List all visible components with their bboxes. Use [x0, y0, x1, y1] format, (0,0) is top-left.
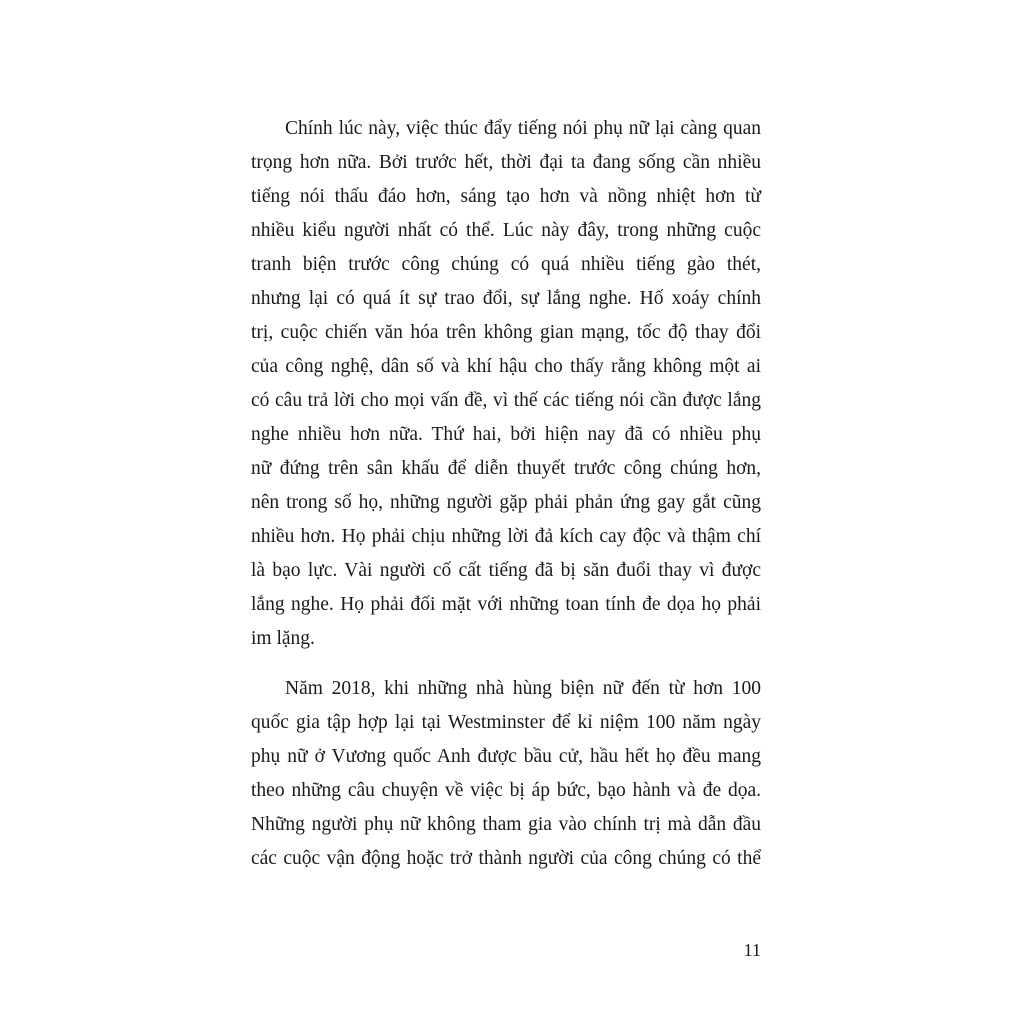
paragraph-2-line-3: phụ nữ ở Vương quốc Anh được bầu cử, hầu hết họ đều mang: [251, 746, 761, 767]
paragraph-1-line-8: của công nghệ, dân số và khí hậu cho thấy rằng không một ai: [251, 356, 761, 377]
paragraph-2-line-4: theo những câu chuyện về việc bị áp bức, bạo hành và đe dọa.: [251, 780, 761, 801]
page-number: 11: [743, 940, 761, 960]
paragraph-1-line-13: nhiều hơn. Họ phải chịu những lời đả kích cay độc và thậm chí: [251, 526, 761, 547]
paragraph-2-line-1: Năm 2018, khi những nhà hùng biện nữ đến từ hơn 100: [285, 678, 761, 699]
paragraph-1-line-9: có câu trả lời cho mọi vấn đề, vì thế các tiếng nói cần được lắng: [251, 390, 761, 411]
paragraph-1-line-1: Chính lúc này, việc thúc đẩy tiếng nói phụ nữ lại càng quan: [285, 118, 761, 139]
paragraph-1-line-6: nhưng lại có quá ít sự trao đổi, sự lắng nghe. Hố xoáy chính: [251, 288, 761, 309]
paragraph-1-line-16: im lặng.: [251, 628, 315, 649]
paragraph-1-line-7: trị, cuộc chiến văn hóa trên không gian mạng, tốc độ thay đổi: [251, 322, 761, 343]
paragraph-1-line-14: là bạo lực. Vài người cố cất tiếng đã bị săn đuổi thay vì được: [251, 560, 761, 581]
paragraph-1-line-11: nữ đứng trên sân khấu để diễn thuyết trước công chúng hơn,: [251, 458, 761, 479]
paragraph-1-line-12: nên trong số họ, những người gặp phải phản ứng gay gắt cũng: [251, 492, 761, 513]
paragraph-1-line-10: nghe nhiều hơn nữa. Thứ hai, bởi hiện nay đã có nhiều phụ: [251, 424, 761, 445]
paragraph-2-line-6: các cuộc vận động hoặc trở thành người của công chúng có thể: [251, 848, 761, 869]
paragraph-1-line-15: lắng nghe. Họ phải đối mặt với những toan tính đe dọa họ phải: [251, 594, 761, 615]
paragraph-1-line-4: nhiều kiểu người nhất có thể. Lúc này đây, trong những cuộc: [251, 220, 761, 241]
paragraph-1-line-2: trọng hơn nữa. Bởi trước hết, thời đại ta đang sống cần nhiều: [251, 152, 761, 173]
paragraph-2-line-2: quốc gia tập hợp lại tại Westminster để kỉ niệm 100 năm ngày: [251, 712, 761, 733]
paragraph-1-line-3: tiếng nói thấu đáo hơn, sáng tạo hơn và nồng nhiệt hơn từ: [251, 186, 761, 207]
paragraph-2-line-5: Những người phụ nữ không tham gia vào chính trị mà dẫn đầu: [251, 814, 761, 835]
paragraph-1-line-5: tranh biện trước công chúng có quá nhiều tiếng gào thét,: [251, 254, 761, 275]
